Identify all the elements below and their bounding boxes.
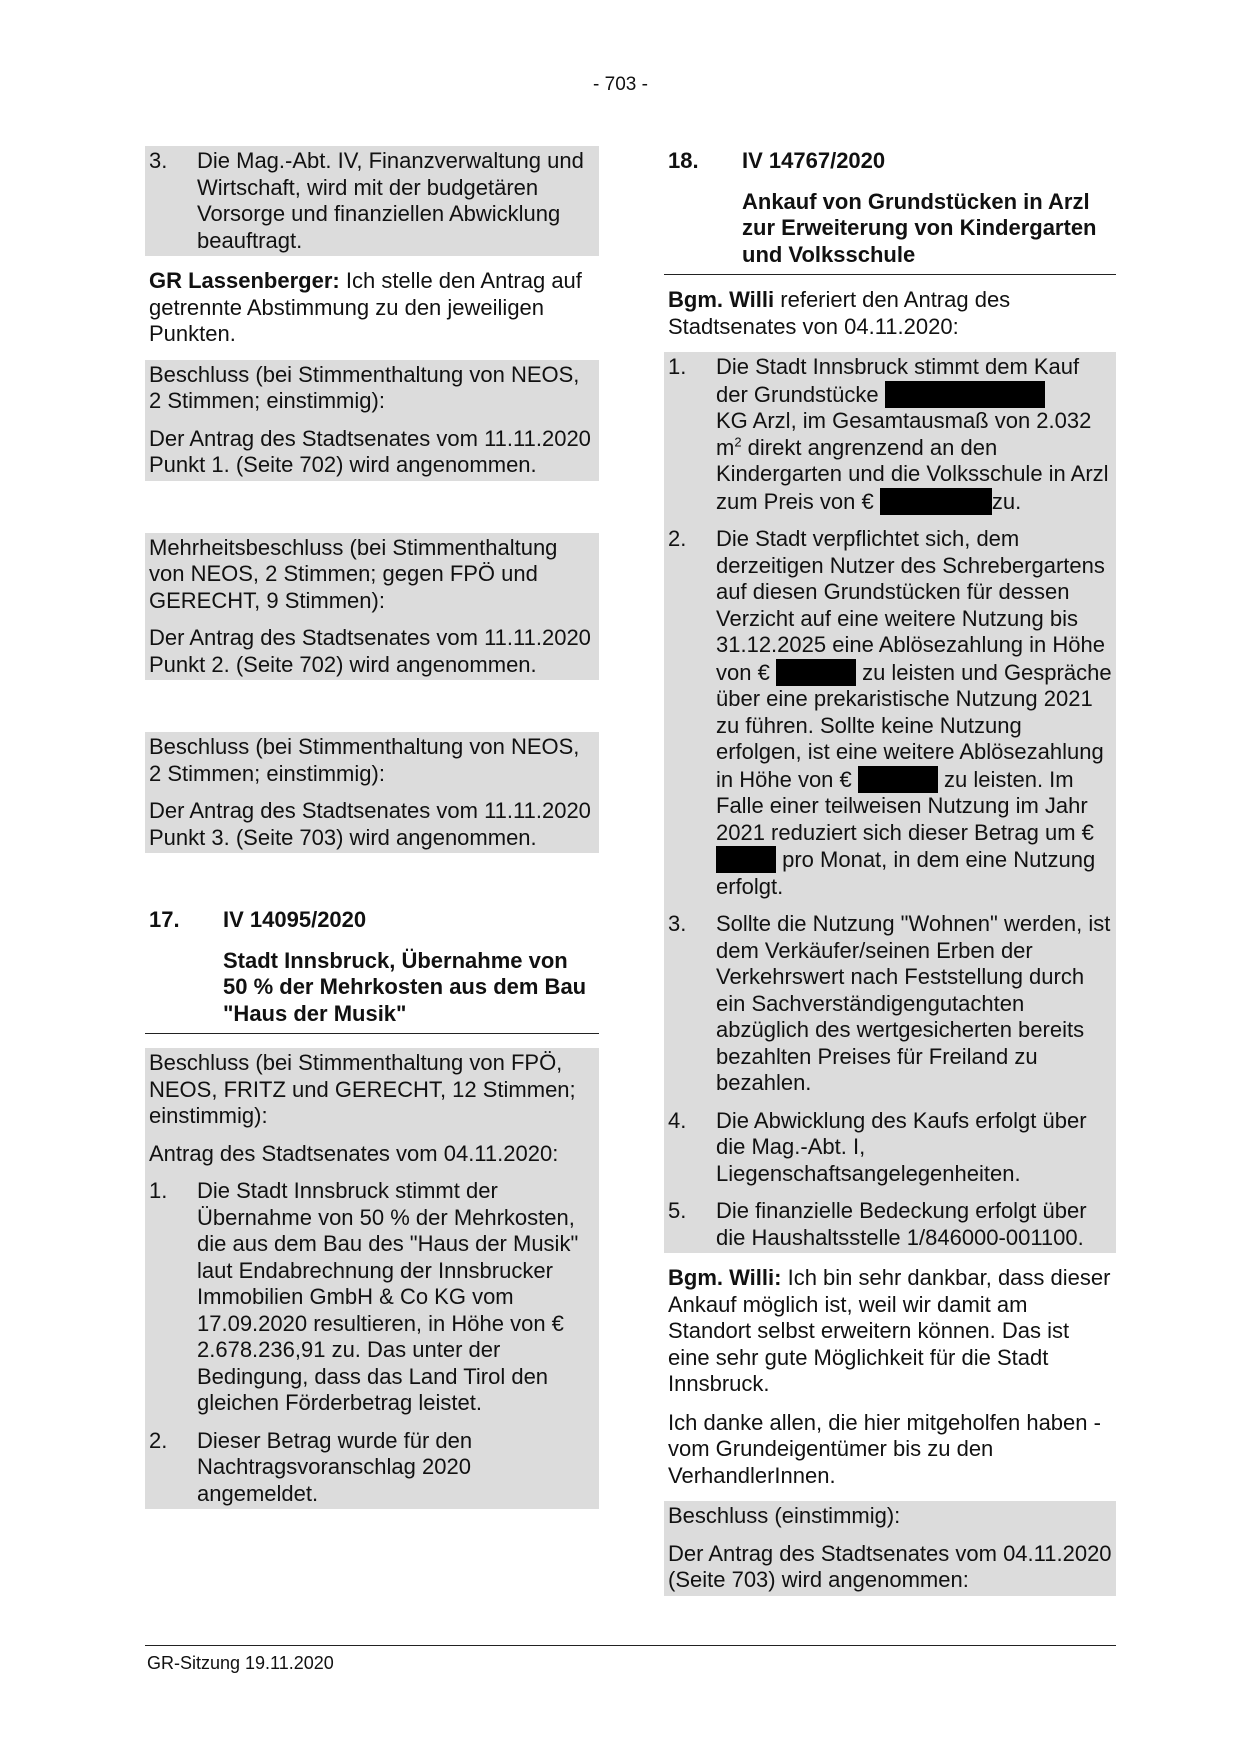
vote-text: Der Antrag des Stadtsenates vom 04.11.2020 (Seite 703) wird angenommen:: [668, 1540, 1112, 1592]
section-divider: [664, 274, 1116, 275]
item-heading: [145, 905, 599, 936]
vote-text: Der Antrag des Stadtsenates vom 11.11.2020 Punkt 1. (Seite 702) wird angenommen.: [149, 425, 591, 477]
intro-text: [664, 285, 1116, 342]
antrag-point-4: [668, 1108, 1112, 1188]
vote-block-3: [145, 732, 599, 853]
point-number: 5.: [668, 1198, 687, 1223]
right-column: [664, 146, 1116, 1596]
point-number: 2.: [149, 1427, 168, 1453]
section-divider: [145, 1033, 599, 1034]
antrag-point-5: [668, 1198, 1112, 1251]
antrag-point-2: [149, 1428, 595, 1508]
item-heading: [664, 146, 1116, 177]
redaction-bar: [776, 659, 856, 686]
antrag-label: Antrag des Stadtsenates vom 04.11.2020:: [149, 1140, 559, 1166]
vote-result: Beschluss (bei Stimmenthaltung von FPÖ, NEOS, FRITZ und GERECHT, 12 Stimmen; einstimmig):: [149, 1050, 576, 1128]
vote-block-2: [145, 533, 599, 681]
vote-result: Beschluss (einstimmig):: [668, 1503, 901, 1528]
antrag-point-1: [149, 1178, 595, 1417]
vote-result: Mehrheitsbeschluss (bei Stimmenthaltung von NEOS, 2 Stimmen; gegen FPÖ und GERECHT, 9 Stimmen):: [149, 534, 558, 613]
point-text: Dieser Betrag wurde für den Nachtragsvoranschlag 2020 angemeldet.: [197, 1427, 473, 1506]
left-column: [145, 146, 599, 1509]
speaker-name: Bgm. Willi: [668, 287, 775, 312]
speech-text: Ich stelle den Antrag auf getrennte Abstimmung zu den jeweiligen Punkten.: [149, 268, 582, 346]
speech-text: Ich bin sehr dankbar, dass dieser Ankauf möglich ist, weil wir damit am Standort selbst erweitern können. Das ist eine sehr gute Möglichkeit für die Stadt Innsbruck.: [668, 1265, 1111, 1396]
agenda-item-17: [145, 905, 599, 1509]
point-number: 3.: [149, 148, 168, 173]
item-17-body: [145, 1048, 599, 1509]
vote-text: Der Antrag des Stadtsenates vom 11.11.2020 Punkt 3. (Seite 703) wird angenommen.: [149, 798, 591, 850]
speaker-name: Bgm. Willi:: [668, 1265, 782, 1290]
item-title: Stadt Innsbruck, Übernahme von 50 % der Mehrkosten aus dem Bau "Haus der Musik": [223, 947, 587, 1026]
item-number: 17.: [149, 907, 180, 932]
point-3-block: [145, 146, 599, 256]
speech-thanks: Ich danke allen, die hier mitgeholfen haben - vom Grundeigentümer bis zu den VerhandlerInnen.: [668, 1409, 1101, 1488]
item-number: 18.: [668, 148, 699, 173]
vote-result: Beschluss (bei Stimmenthaltung von NEOS, 2 Stimmen; einstimmig):: [149, 734, 580, 786]
point-text: Die Stadt verpflichtet sich, dem derzeitigen Nutzer des Schrebergartens auf diesen Grundstücken für dessen Verzicht auf eine weitere Nutzung bis 31.12.2025 eine Ablösezahlung in Höhe von € zu leisten und Gespräche über eine prekaristische Nutzung 2021 zu führen. Sollte keine Nutzung erfolgen, ist eine weitere Ablösezahlung in Höhe von € zu leisten. Im Falle einer teilweisen Nutzung im Jahr 2021 reduziert sich dieser Betrag um € pro Monat, in dem eine Nutzung erfolgt.: [716, 526, 1112, 899]
item-title: Ankauf von Grundstücken in Arzl zur Erweiterung von Kindergarten und Volksschule: [742, 188, 1097, 267]
point-number: 1.: [668, 354, 687, 379]
intro-body: referiert den Antrag des Stadtsenates von 04.11.2020:: [668, 287, 1011, 339]
speech-willi: [664, 1263, 1116, 1400]
speech-lassenberger: [145, 266, 599, 350]
point-text: Die Stadt Innsbruck stimmt dem Kauf der Grundstücke KG Arzl, im Gesamtausmaß von 2.032 $m^2$ direkt angrenzend an den Kindergarten und die Volksschule in Arzl zum Preis von € zu.: [716, 354, 1109, 514]
point-text: Die Stadt Innsbruck stimmt der Übernahme von 50 % der Mehrkosten, die aus dem Bau des "Haus der Musik" laut Endabrechnung der Innsbrucker Immobilien GmbH & Co KG vom 17.09.2020 resultieren, in Höhe von € 2.678.236,91 zu. Das unter der Bedingung, dass das Land Tirol den gleichen Förderbetrag leistet.: [197, 1178, 579, 1415]
footer-divider: [145, 1645, 1116, 1646]
vote-block-1: [145, 360, 599, 481]
point-number: 2.: [668, 526, 687, 551]
point-number: 3.: [668, 911, 687, 936]
antrag-point-3: [668, 911, 1112, 1097]
point-number: 4.: [668, 1107, 687, 1133]
antrag-point-1: [668, 354, 1112, 515]
point-text: Sollte die Nutzung "Wohnen" werden, ist dem Verkäufer/seinen Erben der Verkehrswert nach Feststellung durch ein Sachverständigengutachten abzüglich des wertgesicherten bereits bezahlten Preises für Freiland zu bezahlen.: [716, 911, 1111, 1095]
vote-text: Der Antrag des Stadtsenates vom 11.11.2020 Punkt 2. (Seite 702) wird angenommen.: [149, 625, 591, 677]
point-text: Die Mag.-Abt. IV, Finanzverwaltung und Wirtschaft, wird mit der budgetären Vorsorge und finanziellen Abwicklung beauftragt.: [197, 148, 584, 253]
redaction-bar: [716, 846, 776, 873]
footer-session-label: GR-Sitzung 19.11.2020: [147, 1653, 334, 1673]
item-reference: IV 14095/2020: [223, 907, 367, 932]
item-reference: IV 14767/2020: [742, 148, 886, 173]
point-text: Die Abwicklung des Kaufs erfolgt über die Mag.-Abt. I, Liegenschaftsangelegenheiten.: [716, 1107, 1087, 1186]
redaction-bar: [885, 381, 1045, 408]
redaction-bar: [858, 766, 938, 793]
point-number: 1.: [149, 1178, 168, 1203]
vote-result: Beschluss (bei Stimmenthaltung von NEOS, 2 Stimmen; einstimmig):: [149, 361, 580, 413]
item-18-vote: [664, 1501, 1116, 1596]
point-text: Die finanzielle Bedeckung erfolgt über die Haushaltsstelle 1/846000-001100.: [716, 1198, 1087, 1250]
item-18-antrag: [664, 352, 1116, 1253]
page-number: - 703 -: [593, 74, 648, 95]
antrag-point-2: [668, 526, 1112, 900]
redaction-bar: [880, 488, 992, 515]
speaker-name: GR Lassenberger:: [149, 268, 340, 293]
